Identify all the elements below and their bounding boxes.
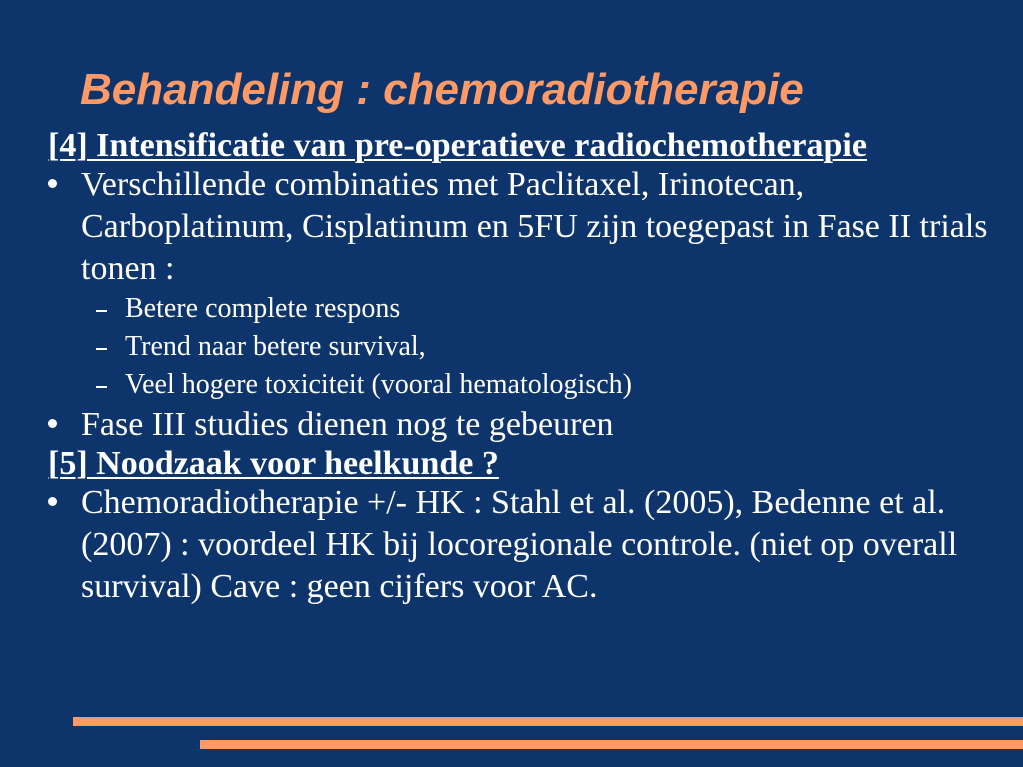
dash-icon xyxy=(96,310,107,312)
accent-line-bottom xyxy=(200,740,1023,749)
sub-item-text: Trend naar betere survival, xyxy=(125,331,426,362)
bullet-dot-icon xyxy=(48,419,57,428)
bullet-dot-icon xyxy=(48,179,57,188)
bullet-chemoradiotherapie xyxy=(48,482,998,608)
section-heading-4: [4] Intensificatie van pre-operatieve radiochemotherapie xyxy=(48,127,867,164)
slide-title: Behandeling : chemoradiotherapie xyxy=(80,65,804,114)
section-heading-5: [5] Noodzaak voor heelkunde ? xyxy=(48,445,499,482)
bullet-text: Verschillende combinaties met Paclitaxel, Irinotecan, Carboplatinum, Cisplatinum en 5FU zijn toegepast in Fase II trials tonen : xyxy=(81,166,988,287)
bullet-text: Chemoradiotherapie +/- HK : Stahl et al. (2005), Bedenne et al. (2007) : voordeel HK bij locoregionale controle. (niet op overall survival) Cave : geen cijfers voor AC. xyxy=(81,484,958,605)
bullet-combinaties xyxy=(48,164,998,290)
sub-item xyxy=(48,290,998,328)
sub-item-text: Betere complete respons xyxy=(125,293,401,324)
sub-item xyxy=(48,328,998,366)
dash-icon xyxy=(96,348,107,350)
sub-item xyxy=(48,366,998,404)
bullet-fase-iii xyxy=(48,404,998,446)
slide-content xyxy=(48,128,998,608)
bullet-dot-icon xyxy=(48,497,57,506)
sub-item-text: Veel hogere toxiciteit (vooral hematologisch) xyxy=(125,369,632,400)
dash-icon xyxy=(96,386,107,388)
accent-line-top xyxy=(73,717,1023,726)
bullet-text: Fase III studies dienen nog te gebeuren xyxy=(81,406,614,443)
